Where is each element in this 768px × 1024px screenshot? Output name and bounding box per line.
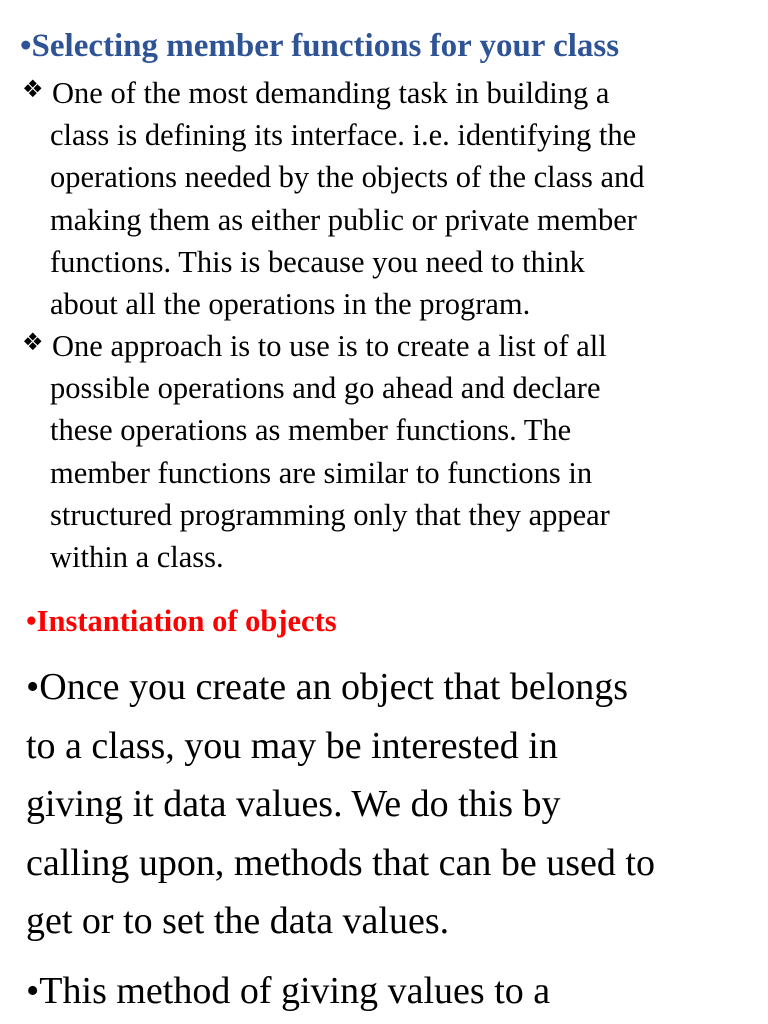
paragraph-line: to a class, you may be interested in <box>26 724 558 767</box>
diamond-bullet-icon: ❖ <box>22 328 44 356</box>
bullet-line-text: possible operations and go ahead and declare <box>50 371 601 406</box>
paragraph-line: get or to set the data values. <box>26 900 450 943</box>
bullet-item <box>22 68 752 325</box>
paragraph <box>26 962 756 1021</box>
bullet-line-text: within a class. <box>50 540 224 575</box>
paragraph-line: giving it data values. We do this by <box>26 783 561 826</box>
bullet-line-text: structured programming only that they appear <box>50 497 610 532</box>
bullet-line-text: One approach is to use is to create a list of all <box>52 329 607 363</box>
bullet-item <box>22 321 752 578</box>
paragraph <box>26 658 756 951</box>
bullet-line-text: member functions are similar to functions in <box>50 455 593 490</box>
paragraph-line: •This method of giving values to a <box>26 970 551 1012</box>
section-heading-instantiation: •Instantiation of objects <box>26 604 337 638</box>
bullet-first-line <box>22 68 752 114</box>
bullet-line-text: functions. This is because you need to think <box>50 244 585 279</box>
paragraph-line: calling upon, methods that can be used to <box>26 841 655 884</box>
section-heading-member-functions: •Selecting member functions for your class <box>20 28 620 64</box>
bullet-first-line <box>22 321 752 367</box>
diamond-bullet-icon: ❖ <box>22 75 44 103</box>
bullet-line-text: operations needed by the objects of the class and <box>50 160 645 195</box>
paragraph-line: •Once you create an object that belongs <box>26 666 629 708</box>
bullet-line-text: One of the most demanding task in building a <box>52 76 610 110</box>
bullet-line-text: these operations as member functions. The <box>50 413 572 448</box>
bullet-line-text: about all the operations in the program. <box>50 287 531 322</box>
bullet-line-text: class is defining its interface. i.e. identifying the <box>50 118 637 153</box>
bullet-line-text: making them as either public or private member <box>50 202 637 237</box>
